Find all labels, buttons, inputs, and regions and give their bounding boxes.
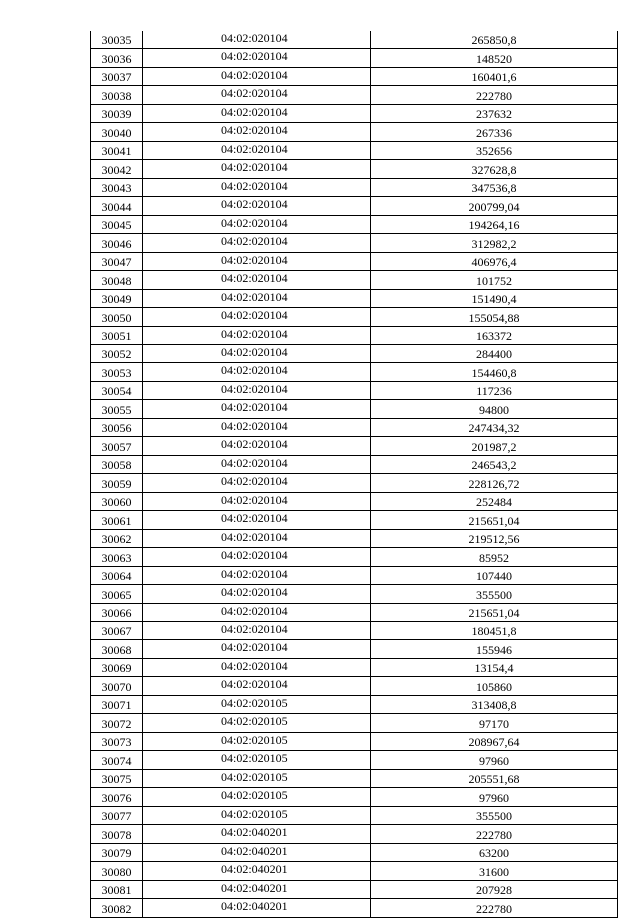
row-id-cell: 30058: [91, 455, 143, 473]
row-id-cell: 30077: [91, 806, 143, 824]
row-id-cell: 30067: [91, 622, 143, 640]
row-value-cell: 63200: [371, 843, 618, 861]
row-id-cell: 30036: [91, 49, 143, 67]
row-code-cell: 04:02:020104: [143, 511, 371, 529]
row-id-cell: 30040: [91, 123, 143, 141]
row-value-cell: 94800: [371, 400, 618, 418]
table-row: [91, 899, 618, 917]
table-row: [91, 455, 618, 473]
row-value-cell: 107440: [371, 566, 618, 584]
table-row: [91, 234, 618, 252]
table-row: [91, 197, 618, 215]
table-row: [91, 474, 618, 492]
table-row: [91, 548, 618, 566]
row-code-cell: 04:02:020104: [143, 271, 371, 289]
row-code-cell: 04:02:040201: [143, 899, 371, 917]
table-row: [91, 326, 618, 344]
table-row: [91, 658, 618, 676]
row-code-cell: 04:02:040201: [143, 880, 371, 898]
row-id-cell: 30064: [91, 566, 143, 584]
row-value-cell: 247434,32: [371, 418, 618, 436]
row-value-cell: 219512,56: [371, 529, 618, 547]
row-code-cell: 04:02:020104: [143, 31, 371, 49]
table-row: [91, 585, 618, 603]
row-id-cell: 30062: [91, 529, 143, 547]
row-code-cell: 04:02:020104: [143, 418, 371, 436]
row-id-cell: 30039: [91, 104, 143, 122]
row-value-cell: 13154,4: [371, 658, 618, 676]
row-value-cell: 267336: [371, 123, 618, 141]
row-code-cell: 04:02:020104: [143, 86, 371, 104]
table-row: [91, 271, 618, 289]
row-value-cell: 200799,04: [371, 197, 618, 215]
row-value-cell: 313408,8: [371, 695, 618, 713]
row-id-cell: 30055: [91, 400, 143, 418]
row-id-cell: 30063: [91, 548, 143, 566]
row-code-cell: 04:02:020105: [143, 732, 371, 750]
row-value-cell: 205551,68: [371, 769, 618, 787]
row-value-cell: 180451,8: [371, 622, 618, 640]
row-code-cell: 04:02:020104: [143, 566, 371, 584]
row-id-cell: 30081: [91, 880, 143, 898]
row-value-cell: 85952: [371, 548, 618, 566]
row-code-cell: 04:02:020104: [143, 437, 371, 455]
row-value-cell: 117236: [371, 381, 618, 399]
row-value-cell: 222780: [371, 899, 618, 917]
row-code-cell: 04:02:040201: [143, 862, 371, 880]
row-code-cell: 04:02:020105: [143, 695, 371, 713]
row-value-cell: 160401,6: [371, 67, 618, 85]
row-id-cell: 30073: [91, 732, 143, 750]
row-value-cell: 148520: [371, 49, 618, 67]
row-id-cell: 30049: [91, 289, 143, 307]
row-id-cell: 30047: [91, 252, 143, 270]
table-row: [91, 437, 618, 455]
row-id-cell: 30037: [91, 67, 143, 85]
row-code-cell: 04:02:020104: [143, 104, 371, 122]
table-row: [91, 67, 618, 85]
row-code-cell: 04:02:020104: [143, 363, 371, 381]
row-value-cell: 194264,16: [371, 215, 618, 233]
row-code-cell: 04:02:020104: [143, 474, 371, 492]
row-id-cell: 30056: [91, 418, 143, 436]
row-value-cell: 201987,2: [371, 437, 618, 455]
row-code-cell: 04:02:020104: [143, 326, 371, 344]
row-value-cell: 207928: [371, 880, 618, 898]
table-row: [91, 31, 618, 49]
row-id-cell: 30072: [91, 714, 143, 732]
row-code-cell: 04:02:020105: [143, 788, 371, 806]
row-code-cell: 04:02:040201: [143, 825, 371, 843]
row-value-cell: 97960: [371, 751, 618, 769]
row-code-cell: 04:02:020104: [143, 400, 371, 418]
table-row: [91, 104, 618, 122]
row-id-cell: 30070: [91, 677, 143, 695]
row-value-cell: 355500: [371, 585, 618, 603]
row-id-cell: 30074: [91, 751, 143, 769]
table-body: [91, 31, 618, 917]
row-code-cell: 04:02:020104: [143, 160, 371, 178]
row-value-cell: 237632: [371, 104, 618, 122]
row-id-cell: 30048: [91, 271, 143, 289]
row-value-cell: 215651,04: [371, 511, 618, 529]
data-table: [90, 31, 618, 918]
row-id-cell: 30069: [91, 658, 143, 676]
table-row: [91, 714, 618, 732]
row-code-cell: 04:02:020104: [143, 252, 371, 270]
table-row: [91, 381, 618, 399]
row-code-cell: 04:02:020105: [143, 751, 371, 769]
row-value-cell: 222780: [371, 86, 618, 104]
row-id-cell: 30082: [91, 899, 143, 917]
table-row: [91, 363, 618, 381]
row-id-cell: 30071: [91, 695, 143, 713]
row-value-cell: 228126,72: [371, 474, 618, 492]
row-value-cell: 208967,64: [371, 732, 618, 750]
table-row: [91, 86, 618, 104]
row-code-cell: 04:02:020104: [143, 492, 371, 510]
row-code-cell: 04:02:020105: [143, 769, 371, 787]
row-value-cell: 31600: [371, 862, 618, 880]
row-value-cell: 215651,04: [371, 603, 618, 621]
table-row: [91, 215, 618, 233]
row-code-cell: 04:02:020104: [143, 67, 371, 85]
row-id-cell: 30057: [91, 437, 143, 455]
row-value-cell: 163372: [371, 326, 618, 344]
table-row: [91, 843, 618, 861]
row-code-cell: 04:02:020104: [143, 529, 371, 547]
table-row: [91, 640, 618, 658]
row-code-cell: 04:02:020104: [143, 455, 371, 473]
row-value-cell: 155054,88: [371, 308, 618, 326]
row-value-cell: 252484: [371, 492, 618, 510]
row-id-cell: 30051: [91, 326, 143, 344]
row-code-cell: 04:02:020104: [143, 622, 371, 640]
row-id-cell: 30043: [91, 178, 143, 196]
table-row: [91, 400, 618, 418]
row-code-cell: 04:02:020104: [143, 548, 371, 566]
table-row: [91, 344, 618, 362]
row-id-cell: 30054: [91, 381, 143, 399]
row-code-cell: 04:02:040201: [143, 843, 371, 861]
row-value-cell: 105860: [371, 677, 618, 695]
row-value-cell: 347536,8: [371, 178, 618, 196]
row-code-cell: 04:02:020104: [143, 234, 371, 252]
row-code-cell: 04:02:020105: [143, 806, 371, 824]
table-row: [91, 289, 618, 307]
row-code-cell: 04:02:020104: [143, 178, 371, 196]
row-code-cell: 04:02:020104: [143, 123, 371, 141]
table-row: [91, 677, 618, 695]
table-row: [91, 492, 618, 510]
row-id-cell: 30041: [91, 141, 143, 159]
table-row: [91, 769, 618, 787]
row-id-cell: 30076: [91, 788, 143, 806]
row-code-cell: 04:02:020105: [143, 714, 371, 732]
table-row: [91, 49, 618, 67]
table-row: [91, 141, 618, 159]
table-row: [91, 695, 618, 713]
table-row: [91, 862, 618, 880]
table-row: [91, 418, 618, 436]
row-value-cell: 246543,2: [371, 455, 618, 473]
row-id-cell: 30038: [91, 86, 143, 104]
row-code-cell: 04:02:020104: [143, 585, 371, 603]
row-id-cell: 30035: [91, 31, 143, 49]
table-row: [91, 622, 618, 640]
row-id-cell: 30075: [91, 769, 143, 787]
row-id-cell: 30050: [91, 308, 143, 326]
table-row: [91, 511, 618, 529]
table-row: [91, 566, 618, 584]
row-code-cell: 04:02:020104: [143, 640, 371, 658]
table-row: [91, 788, 618, 806]
row-id-cell: 30046: [91, 234, 143, 252]
row-code-cell: 04:02:020104: [143, 308, 371, 326]
row-code-cell: 04:02:020104: [143, 677, 371, 695]
row-id-cell: 30061: [91, 511, 143, 529]
row-value-cell: 97960: [371, 788, 618, 806]
row-code-cell: 04:02:020104: [143, 49, 371, 67]
row-value-cell: 327628,8: [371, 160, 618, 178]
row-id-cell: 30068: [91, 640, 143, 658]
table-row: [91, 252, 618, 270]
row-id-cell: 30044: [91, 197, 143, 215]
row-id-cell: 30059: [91, 474, 143, 492]
row-id-cell: 30060: [91, 492, 143, 510]
row-id-cell: 30052: [91, 344, 143, 362]
table-row: [91, 178, 618, 196]
row-code-cell: 04:02:020104: [143, 197, 371, 215]
table-row: [91, 806, 618, 824]
row-value-cell: 154460,8: [371, 363, 618, 381]
table-row: [91, 880, 618, 898]
row-code-cell: 04:02:020104: [143, 141, 371, 159]
row-code-cell: 04:02:020104: [143, 658, 371, 676]
row-id-cell: 30079: [91, 843, 143, 861]
row-id-cell: 30080: [91, 862, 143, 880]
table-row: [91, 529, 618, 547]
table-row: [91, 751, 618, 769]
row-id-cell: 30065: [91, 585, 143, 603]
row-value-cell: 155946: [371, 640, 618, 658]
row-value-cell: 284400: [371, 344, 618, 362]
row-id-cell: 30053: [91, 363, 143, 381]
row-code-cell: 04:02:020104: [143, 344, 371, 362]
row-value-cell: 355500: [371, 806, 618, 824]
row-code-cell: 04:02:020104: [143, 289, 371, 307]
row-code-cell: 04:02:020104: [143, 603, 371, 621]
table-row: [91, 825, 618, 843]
row-id-cell: 30042: [91, 160, 143, 178]
table-row: [91, 308, 618, 326]
row-id-cell: 30045: [91, 215, 143, 233]
row-value-cell: 265850,8: [371, 31, 618, 49]
row-id-cell: 30078: [91, 825, 143, 843]
table-row: [91, 160, 618, 178]
table-row: [91, 123, 618, 141]
row-value-cell: 312982,2: [371, 234, 618, 252]
table-row: [91, 732, 618, 750]
row-value-cell: 406976,4: [371, 252, 618, 270]
row-value-cell: 97170: [371, 714, 618, 732]
row-value-cell: 151490,4: [371, 289, 618, 307]
row-id-cell: 30066: [91, 603, 143, 621]
row-code-cell: 04:02:020104: [143, 215, 371, 233]
row-value-cell: 222780: [371, 825, 618, 843]
row-code-cell: 04:02:020104: [143, 381, 371, 399]
row-value-cell: 101752: [371, 271, 618, 289]
row-value-cell: 352656: [371, 141, 618, 159]
table-row: [91, 603, 618, 621]
